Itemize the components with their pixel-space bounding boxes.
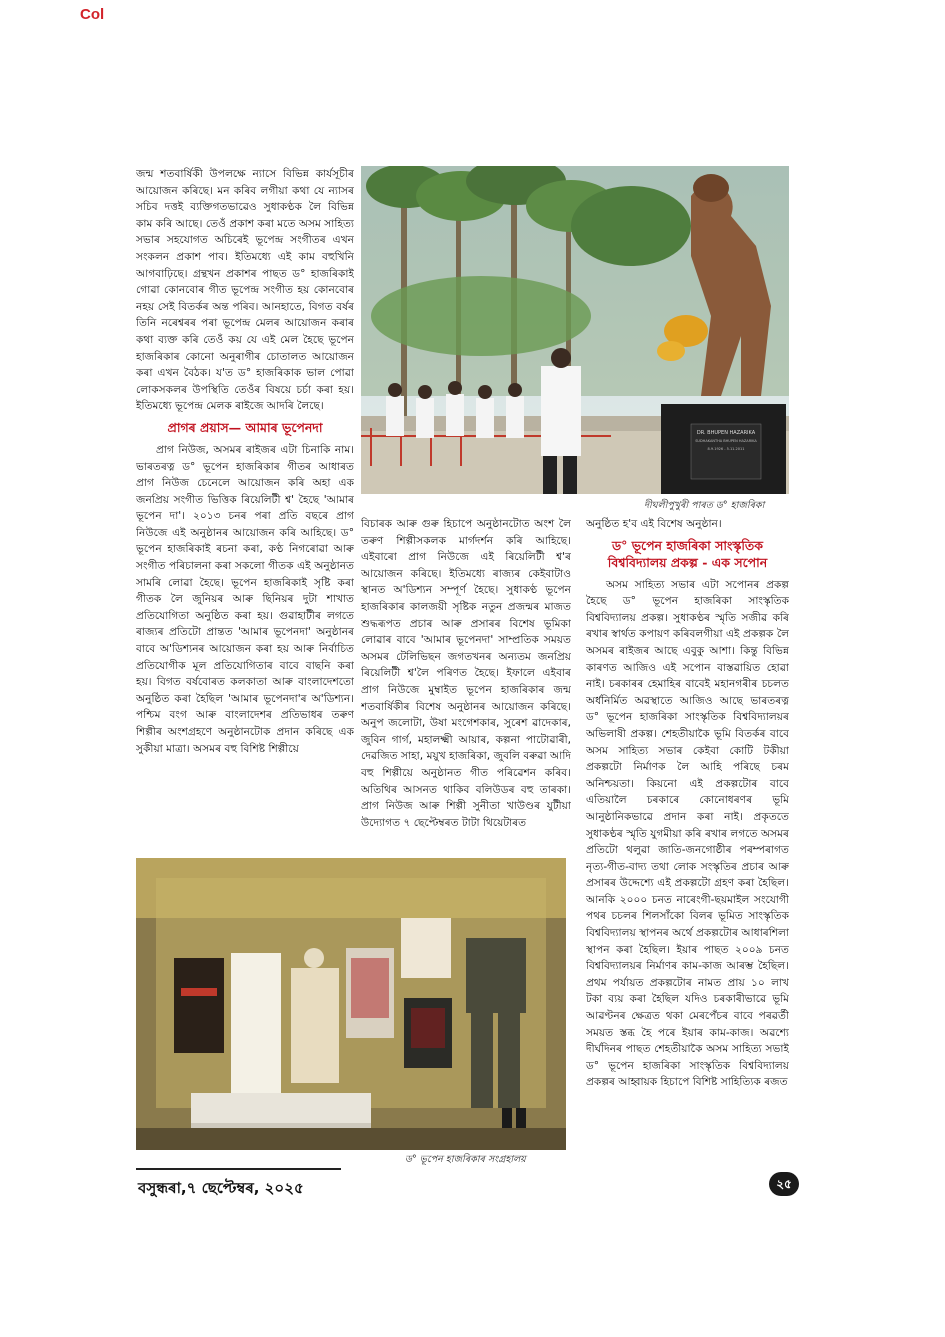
statue-photo	[361, 166, 789, 494]
footer-text: বসুন্ধৰা,৭ ছেপ্টেম্বৰ, ২০২৫	[138, 1179, 304, 1197]
museum-photo-illustration	[136, 858, 566, 1150]
col3-paragraph-0: অনুষ্ঠিত হ'ব এই বিশেষ অনুষ্ঠান।	[586, 518, 722, 530]
corner-mark: Col	[80, 6, 105, 23]
plaque-line-2: SUDHAKANTHA BHUPEN HAZARIKA	[695, 439, 757, 443]
museum-photo-caption: ড° ভূপেন হাজৰিকাৰ সংগ্ৰহালয়	[405, 1154, 526, 1165]
plaque-line-3: 8.9.1926 - 5.11.2011	[707, 447, 745, 451]
museum-photo	[136, 858, 566, 1150]
plaque-line-1: DR. BHUPEN HAZARIKA	[696, 430, 756, 436]
col2-paragraph-1: বিচাৰক আৰু গুৰু হিচাপে অনুষ্ঠানটোত অংশ লৈ তৰুণ শিল্পীসকলক মাৰ্গদৰ্শন কৰি আহিছে। এইবাৰো প্ৰাগ নিউজে এই ৰিয়েলিটী শ্ব'ৰ আয়োজন কৰিছে। ইতিমধ্যে ৰাজ্যৰ কেইবাটাও স্থানত অ'ডিশ্যন সম্পূৰ্ণ হৈছে। সুধাকণ্ঠ ভূপেন হাজৰিকাৰ কালজয়ী সৃষ্টিক নতুন প্ৰজন্মৰ মাজত শুদ্ধৰূপত প্ৰচাৰ আৰু প্ৰসাৰৰ বিশেষ ভূমিকা লোৱাৰ বাবে 'আমাৰ ভূপেনদা' সাম্প্ৰতিক সময়ত অসমৰ টেলিভিছন জগতখনৰ অন্যতম জনপ্ৰিয় ৰিয়েলিটী শ্ব'লৈ পৰিণত হৈছে। ইফালে এইবাৰ প্ৰাগ নিউজে মুম্বাইত ভূপেন হাজৰিকাৰ জন্ম শতবাৰ্ষিকীৰ বিশেষ অনুষ্ঠানৰ আয়োজন কৰিছে। অনুপ জলোটা, উষা মংগেশকাৰ, সুৰেশ ৱাদেকাৰ, জুবিন গাৰ্গ, মহালক্ষ্মী আয়াৰ, কল্পনা পাটোৱাৰী, দেৱজিত সাহা, ময়ুখ হাজৰিকা, জুবলি বৰুৱা আদি বহু শিল্পীয়ে অনুষ্ঠানত গীত পৰিৱেশন কৰিব। অতিথিৰ আসনত থাকিব বলিউডৰ বহু তাৰকা। প্ৰাগ নিউজ আৰু শিল্পী সুনীতা খাউণ্ডৰ যুটীয়া উদ্যোগত ৭ ছেপ্টেম্বৰত টাটা থিয়েটাৰত	[361, 518, 571, 829]
footer-rule	[136, 1168, 341, 1170]
column-3	[586, 516, 789, 1162]
col1-paragraph-1: জন্ম শতবাৰ্ষিকী উপলক্ষে ন্যাসে বিভিন্ন কাৰ্যসূচীৰ আয়োজন কৰিছে। মন কৰিব লগীয়া কথা যে ন্যাসৰ সচিব দত্তই ব্যক্তিগতভাৱেও সুধাকণ্ঠক লৈ বিভিন্ন কাম কৰি আছে। তেওঁ প্ৰকাশ কৰা মতে অসম সাহিত্য সভাৰ সহযোগত অচিৰেই ভূপেন্দ্ৰ সংগীতৰ এখন সংকলন প্ৰকাশ পাব। ইতিমধ্যে এই কাম বহুখিনি আগবাঢ়িছে। গ্ৰন্থখন প্ৰকাশৰ পাছত ড° হাজৰিকাই গোৱা কোনবোৰ গীত ভূপেন্দ্ৰ সংগীত হয় কোনবোৰ নহয় সেই বিতৰ্কৰ অন্ত পৰিব। আনহাতে, বিগত বৰ্ষৰ তিনি নৰেশ্বৰৰ পৰা ভূপেন্দ্ৰ মেলৰ আয়োজন কৰাৰ কথা ব্যক্ত কৰি তেওঁ কয় যে এই মেল হৈছে ভূপেন হাজৰিকাৰ কোনো অনুৰাগীৰ চোতালত আয়োজন কৰা এখন বৈঠক। য'ত ড° হাজৰিকাক ভাল পোৱা লোকসকলৰ উপস্থিতি তেওঁৰ বিষয়ে চৰ্চা কৰা হয়। ইতিমধ্যে ভূপেন্দ্ৰ মেলক ৰাইজে আদৰি লৈছে।	[136, 168, 354, 413]
column-2	[361, 516, 571, 854]
statue-photo-caption: দীঘলীপুখুৰী পাৰত ড° হাজৰিকা	[644, 500, 765, 511]
statue-photo-illustration	[361, 166, 789, 494]
page-number: ২৫	[769, 1172, 799, 1196]
section-heading-prag: প্ৰাগৰ প্ৰয়াস— আমাৰ ভূপেনদা	[167, 419, 323, 435]
section-heading-university: ড° ভূপেন হাজৰিকা সাংস্কৃতিক বিশ্ববিদ্যালয় প্ৰকল্প - এক সপোন	[607, 537, 768, 570]
col3-paragraph-1: অসম সাহিত্য সভাৰ এটা সপোনৰ প্ৰকল্প হৈছে ড° ভূপেন হাজৰিকা সাংস্কৃতিক বিশ্ববিদ্যালয় প্ৰকল্প। সুধাকণ্ঠৰ স্মৃতি সজীৱ কৰি ৰখাৰ স্বাৰ্থত কপায়ণ কৰিবলগীয়া এই প্ৰকল্পক লৈ অসমৰ ৰাইজৰ আছে এবুকু আশা। কিন্তু বিভিন্ন কাৰণত আজিও এই সপোন বাস্তৱায়িত হোৱা নাই। চৰকাৰৰ হেমাহিৰ বাবেই মহানগৰীৰ চচলত অৰ্ধনিৰ্মিত অৱস্থাতে আজিও আছে ভাৰতৰত্ন ড° ভূপেন হাজৰিকা সাংস্কৃতিক বিশ্ববিদ্যালয়ৰ অভিলাষী প্ৰকল্প। শেহতীয়াকৈ ভূমি বিতৰ্কৰ বাবে অসম সাহিত্য সভাৰ কেইবা কোটি টকীয়া প্ৰকল্পটো নিৰ্মাণক লৈ আহি পৰিছে চৰম অনিশ্চয়তা। কিয়নো এই প্ৰকল্পটোৰ বাবে এতিয়ালৈ চৰকাৰে কোনোধৰণৰ ভূমি আনুষ্ঠানিকভাৱে প্ৰদান কৰা নাই। প্ৰকৃততে সুধাকণ্ঠৰ স্মৃতি যুগমীয়া কৰি ৰখাৰ লগতে অসমৰ প্ৰতিটো থলুৱা জাতি-জনগোষ্ঠীৰ পৰম্পৰাগত নৃত্য-গীত-বাদ্য তথা লোক সংস্কৃতিৰ প্ৰচাৰ আৰু প্ৰসাৰৰ উদ্দেশ্যে এই প্ৰকল্পটো গ্ৰহণ কৰা হৈছিল। আনকি ২০০০ চনত নাৰেংগী-ছয়মাইল সংযোগী পথৰ চচলৰ শিলসাঁকো বিলৰ ভূমিত সাংস্কৃতিক বিশ্ববিদ্যালয় স্থাপনৰ অৰ্থে প্ৰকল্পটোৰ আধাৰশিলা স্থাপন কৰা হৈছিল। ইয়াৰ পাছত ২০০৯ চনত বিশ্ববিদ্যালয়ৰ নিৰ্মাণৰ কাম-কাজ আৰম্ভ হৈছিল। প্ৰথম পৰ্যায়ত প্ৰকল্পটোৰ নামত প্ৰায় ১০ লাখ টকা ব্যয় কৰা হৈছিল যদিও চৰকাৰীভাৱে ভূমি আৱণ্টনৰ ক্ষেত্ৰত থকা মেৰপেঁচৰ বাবে পৰৱৰ্তী সময়ত স্তব্ধ হৈ পৰে ইয়াৰ কাম-কাজ। অৱশ্যে দীৰ্ঘদিনৰ পাছত শেহতীয়াকৈ অসম সাহিত্য সভাই ড° ভূপেন হাজৰিকা সাংস্কৃতিক বিশ্ববিদ্যালয় প্ৰকল্পৰ আহ্বায়ক হিচাপে বিশিষ্ট সাহিত্যিক ৰজত	[586, 578, 789, 1089]
col1-paragraph-2: প্ৰাগ নিউজ, অসমৰ ৰাইজৰ এটা চিনাকি নাম। ভাৰতৰত্ন ড° ভূপেন হাজৰিকাৰ গীতৰ আধাৰত প্ৰাগ নিউজ চেনেলে আয়োজন কৰি অহা এক জনপ্ৰিয় সংগীত ভিত্তিক ৰিয়েলিটী শ্ব' হৈছে 'আমাৰ ভূপেন দা'। ২০১৩ চনৰ পৰা প্ৰতি বছৰে প্ৰাগ নিউজে এই অনুষ্ঠানৰ আয়োজন কৰি আহিছে। ড° ভূপেন হাজৰিকাই ৰচনা কৰা, কণ্ঠ নিগৰোৱা আৰু সংগীত পৰিচালনা কৰা সকলো গীতক এই অনুষ্ঠানত সামৰি লোৱা হৈছে। ভূপেন হাজৰিকাই সৃষ্টি কৰা গীতক লৈ জুনিয়ৰ আৰু ছিনিয়ৰ দুটা শাখাত প্ৰতিযোগিতা অনুষ্ঠিত কৰা হয়। গুৱাহাটীৰ লগতে ৰাজ্যৰ প্ৰতিটো প্ৰান্তত 'আমাৰ ভূপেনদা' অনুষ্ঠানৰ বাবে অ'ডিশ্যনৰ আয়োজন কৰা হয় আৰু নিৰ্বাচিত প্ৰতিযোগীক মূল প্ৰতিযোগিতাৰ বাবে বাছনি কৰা হয়। বিগত বৰ্ষবোৰত কলকাতা আৰু বাংলাদেশতো অনুষ্ঠিত কৰা হৈছিল 'আমাৰ ভূপেনদা'ৰ অ'ডিশ্যন। পশ্চিম বংগ আৰু বাংলাদেশৰ প্ৰতিভাধৰ তৰুণ শিল্পীৰ অংশগ্ৰহণে অনুষ্ঠানটোক প্ৰদান কৰিছে এক সুকীয়া মাত্ৰা। অসমৰ বহু বিশিষ্ট শিল্পীয়ে	[136, 443, 354, 755]
